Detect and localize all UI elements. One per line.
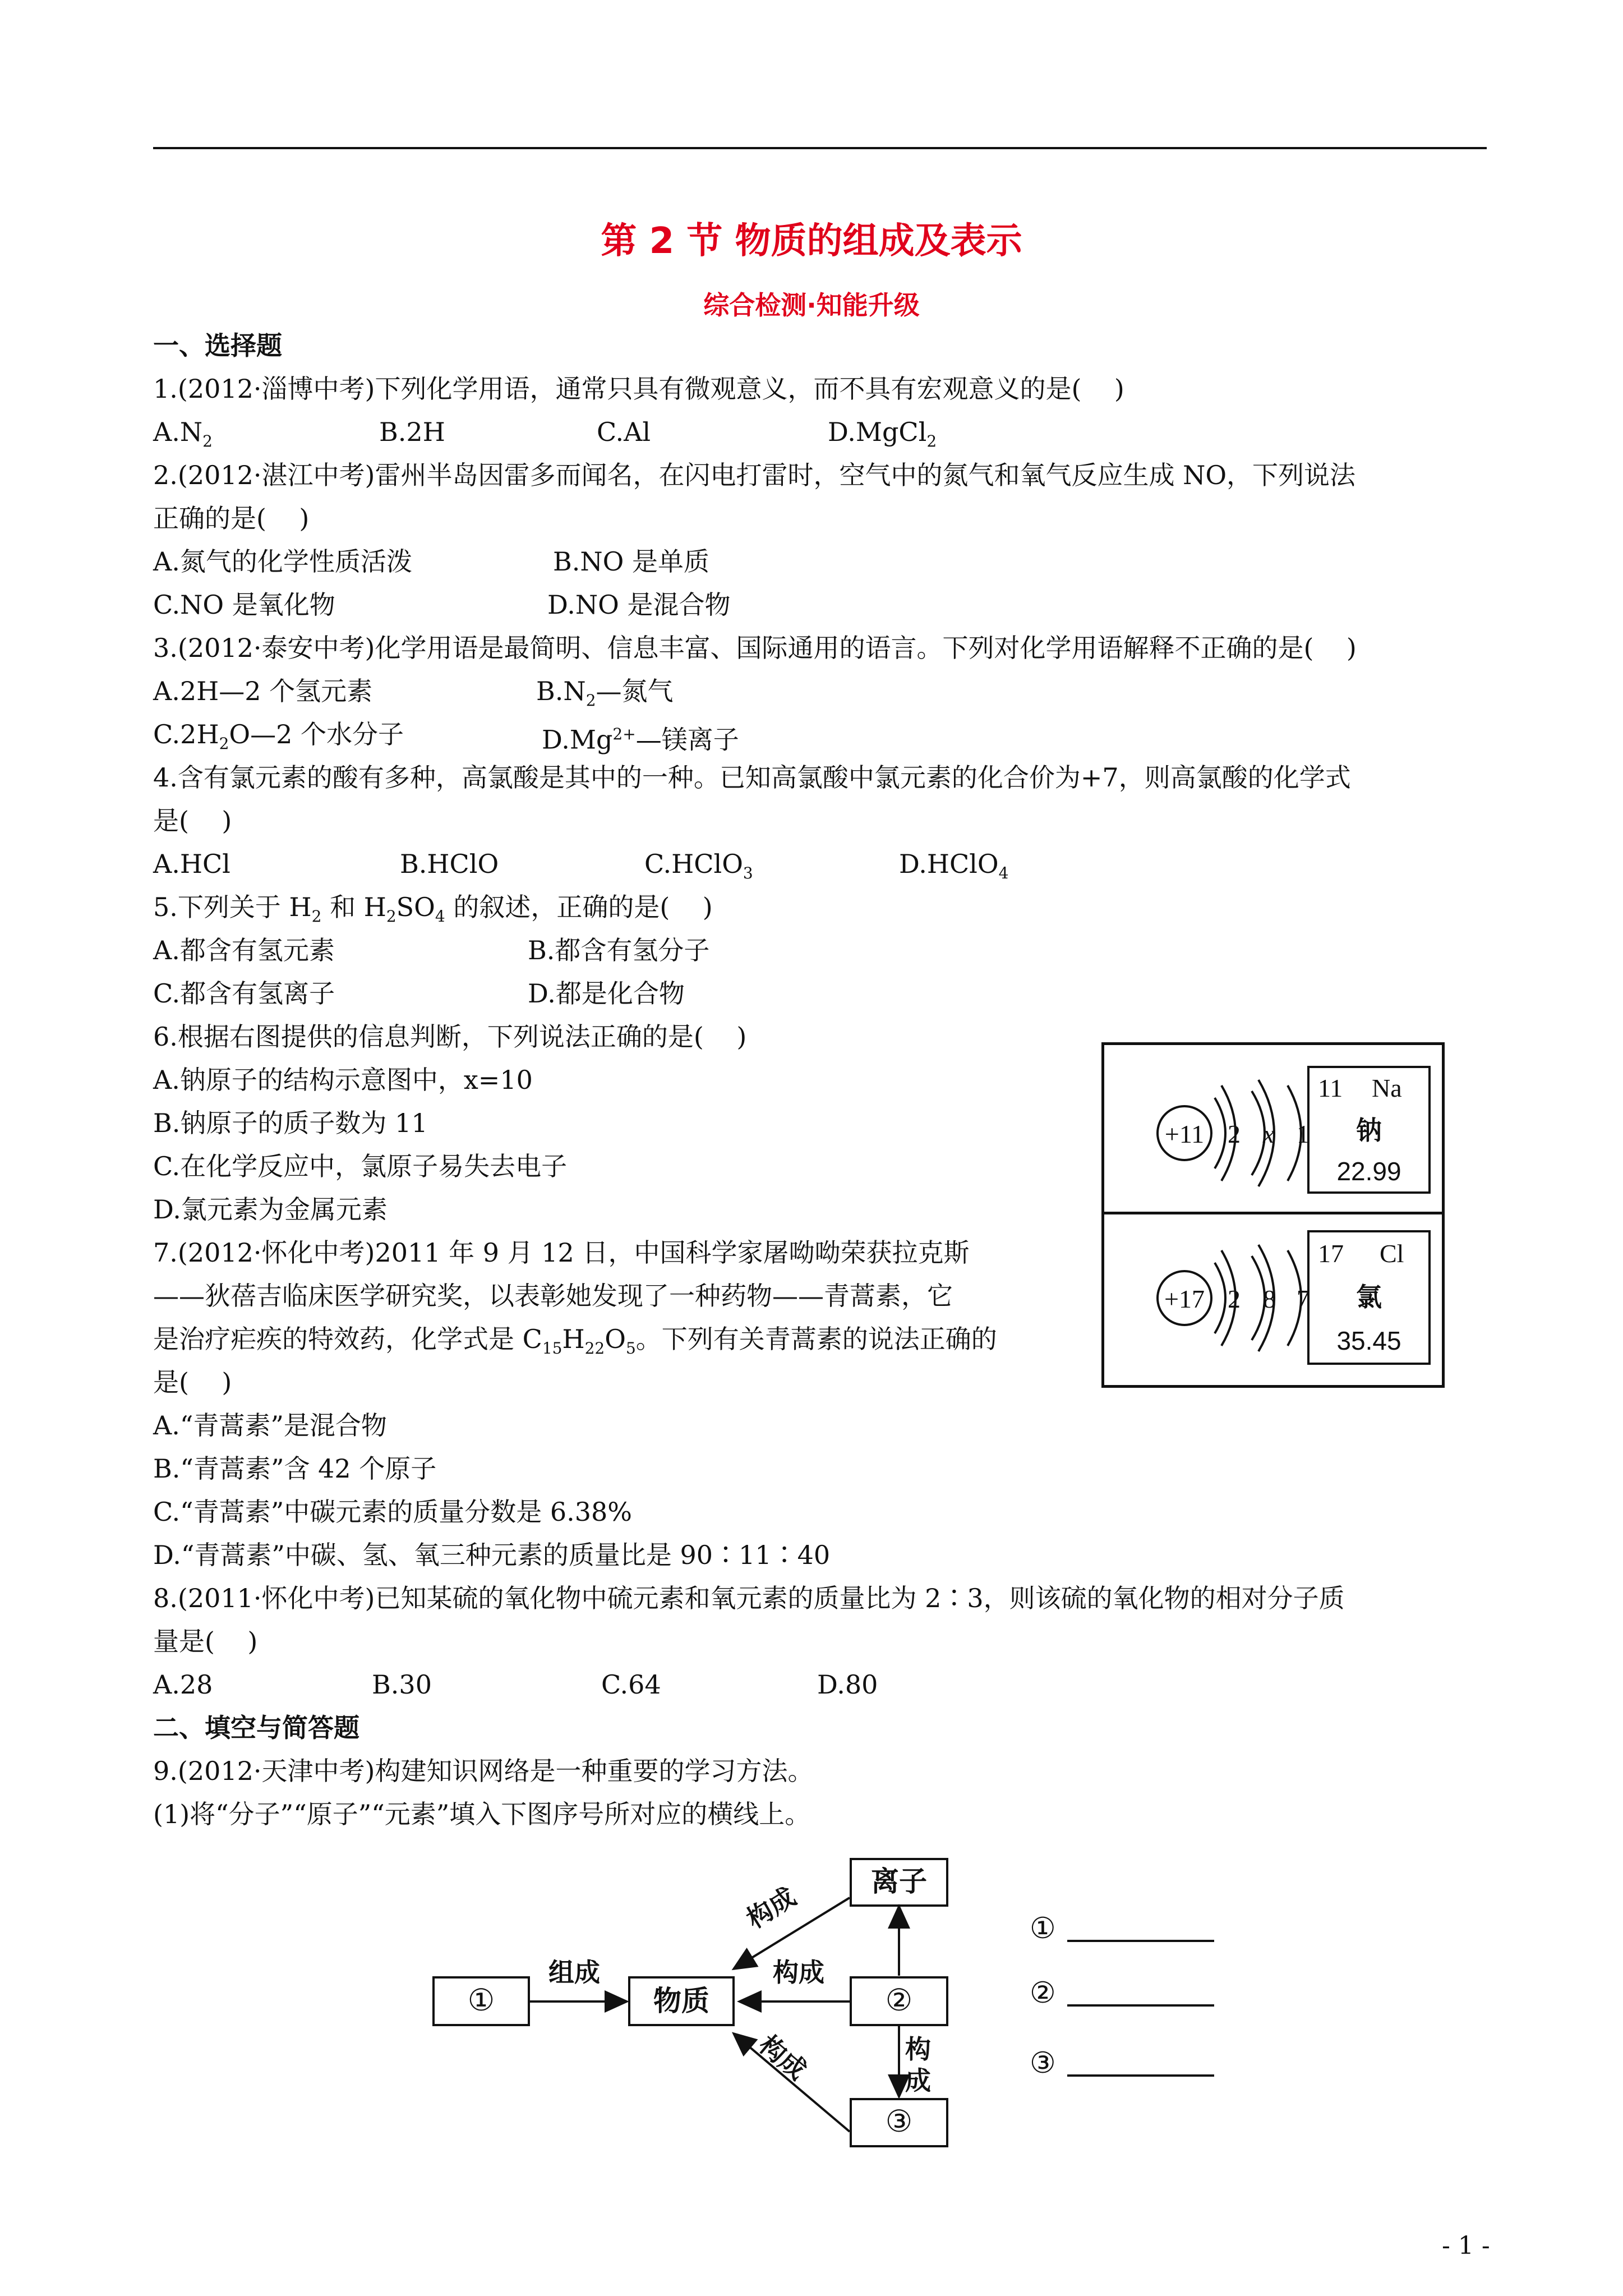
answer-label-2: ②	[1030, 1976, 1056, 2010]
question-2-stem-cont: 正确的是( )	[153, 503, 310, 533]
cl-nucleus-charge: +17	[1164, 1285, 1205, 1313]
label-construct-2: 构成	[773, 1957, 824, 1987]
na-shell-count-3: 1	[1297, 1120, 1310, 1148]
q8-option-a: A.28	[153, 1669, 213, 1700]
question-1-stem: 1.(2012·淄博中考)下列化学用语，通常只具有微观意义，而不具有宏观意义的是( )	[153, 374, 1124, 404]
diagram-box-3-label: ③	[885, 2104, 913, 2139]
q5-option-c: C.都含有氢离子	[153, 978, 335, 1009]
question-8-stem-cont: 量是( )	[153, 1626, 258, 1657]
q5-option-a: A.都含有氢元素	[153, 935, 335, 965]
q8-option-d: D.80	[817, 1669, 878, 1700]
page-number: - 1 -	[1442, 2231, 1490, 2260]
q1-option-b: B.2H	[379, 417, 445, 447]
q7-option-b: B.“青蒿素”含 42 个原子	[153, 1453, 437, 1484]
q4-option-a: A.HCl	[153, 849, 230, 879]
q5-option-d: D.都是化合物	[528, 978, 685, 1009]
diagram-box-2-label: ②	[885, 1982, 913, 2018]
q2-option-b: B.NO 是单质	[553, 546, 710, 577]
na-atomic-number: 11	[1318, 1074, 1343, 1102]
question-8-stem: 8.(2011·怀化中考)已知某硫的氧化物中硫元素和氧元素的质量比为 2∶3，则该硫的氧化物的相对分子质	[153, 1583, 1345, 1613]
page-title: 第 2 节 物质的组成及表示	[601, 220, 1022, 262]
label-compose: 组成	[548, 1957, 600, 1987]
na-shell-count-1: 2	[1228, 1120, 1241, 1148]
diagram-box-1-label: ①	[467, 1982, 495, 2018]
q3-option-d: $D.Mg^{2+}—$镁离子	[542, 724, 739, 755]
label-construct-4: 构成	[905, 2034, 931, 2096]
section-heading: 一、选择题	[153, 330, 282, 361]
cl-shell-count-3: 7	[1297, 1285, 1310, 1313]
q2-option-a: A.氮气的化学性质活泼	[153, 546, 412, 577]
q3-option-a: A.2H—2 个氢元素	[153, 676, 373, 706]
q4-option-c: C.HClO$_3$	[644, 849, 753, 883]
question-7-stem-4: 是( )	[153, 1367, 232, 1397]
q1-option-d: D.MgCl$_2$	[828, 417, 937, 451]
q7-option-d: D.“青蒿素”中碳、氢、氧三种元素的质量比是 90∶11∶40	[153, 1540, 831, 1570]
question-3-stem: 3.(2012·泰安中考)化学用语是最简明、信息丰富、国际通用的语言。下列对化学用语解释不正确的是( )	[153, 633, 1357, 663]
cl-symbol: Cl	[1380, 1239, 1404, 1268]
na-nucleus-charge: +11	[1164, 1120, 1205, 1148]
answer-label-3: ③	[1030, 2046, 1056, 2080]
q8-option-c: C.64	[601, 1669, 661, 1700]
question-9-stem: 9.(2012·天津中考)构建知识网络是一种重要的学习方法。	[153, 1756, 814, 1786]
page-subtitle: 综合检测·知能升级	[703, 290, 920, 320]
na-atomic-mass: 22.99	[1336, 1157, 1401, 1186]
na-symbol: Na	[1372, 1074, 1402, 1102]
cl-atomic-mass: 35.45	[1336, 1326, 1401, 1355]
label-construct-1: 构成	[741, 1881, 801, 1935]
q7-option-c: C.“青蒿素”中碳元素的质量分数是 6.38%	[153, 1497, 632, 1527]
q7-option-a: A.“青蒿素”是混合物	[153, 1410, 387, 1441]
q6-option-a: A.钠原子的结构示意图中，x=10	[153, 1065, 533, 1095]
cl-atomic-number: 17	[1318, 1239, 1344, 1268]
diagram-center-label: 物质	[653, 1985, 709, 2017]
question-5-stem: 5.下列关于 $H_2$ 和 $H_2SO_4$ 的叙述，正确的是( )	[153, 892, 713, 926]
question-7-stem-2: ——狄蓓吉临床医学研究奖，以表彰她发现了一种药物——青蒿素，它	[153, 1281, 953, 1311]
q3-option-c: $C.2H_2O—2$ 个水分子	[153, 719, 404, 753]
na-shell-count-2: x	[1263, 1120, 1275, 1148]
q5-option-b: B.都含有氢分子	[528, 935, 710, 965]
question-7-stem-3: 是治疗疟疾的特效药，化学式是 $C_{15}H_{22}O_5$。下列有关青蒿素的说法正确的	[153, 1324, 997, 1358]
cl-shell-count-2: 8	[1263, 1285, 1276, 1313]
q4-option-b: B.HClO	[400, 849, 499, 879]
question-7-stem: 7.(2012·怀化中考)2011 年 9 月 12 日，中国科学家屠呦呦荣获拉克斯	[153, 1237, 970, 1268]
question-6-stem: 6.根据右图提供的信息判断，下列说法正确的是( )	[153, 1022, 747, 1052]
section-heading-2: 二、填空与简答题	[153, 1713, 359, 1743]
q3-option-b: $B.N_2—$氮气	[536, 676, 674, 710]
cl-shell-count-1: 2	[1228, 1285, 1241, 1313]
cl-chinese-name: 氯	[1356, 1282, 1382, 1312]
question-9-part-1: (1)将“分子”“原子”“元素”填入下图序号所对应的横线上。	[153, 1799, 811, 1829]
answer-label-1: ①	[1030, 1912, 1056, 1945]
q1-option-a: $A.N_2$	[153, 417, 213, 451]
q6-option-c: C.在化学反应中，氯原子易失去电子	[153, 1151, 568, 1181]
q2-option-c: C.NO 是氧化物	[153, 590, 335, 620]
q4-option-d: D.HClO$_4$	[899, 849, 1009, 883]
na-chinese-name: 钠	[1356, 1115, 1382, 1145]
diagram-ion-label: 离子	[871, 1865, 927, 1898]
q8-option-b: B.30	[372, 1669, 432, 1700]
q1-option-c: C.Al	[597, 417, 651, 447]
label-construct-3: 构成	[753, 2029, 813, 2086]
q6-option-b: B.钠原子的质子数为 11	[153, 1108, 428, 1138]
question-4-stem: 4.含有氯元素的酸有多种，高氯酸是其中的一种。已知高氯酸中氯元素的化合价为+7，则高氯酸的化学式	[153, 762, 1351, 793]
q2-option-d: D.NO 是混合物	[547, 590, 731, 620]
q6-option-d: D.氯元素为金属元素	[153, 1194, 388, 1225]
question-2-stem: 2.(2012·湛江中考)雷州半岛因雷多而闻名，在闪电打雷时，空气中的氮气和氧气反应生成 NO，下列说法	[153, 460, 1356, 490]
question-4-stem-cont: 是( )	[153, 806, 232, 836]
